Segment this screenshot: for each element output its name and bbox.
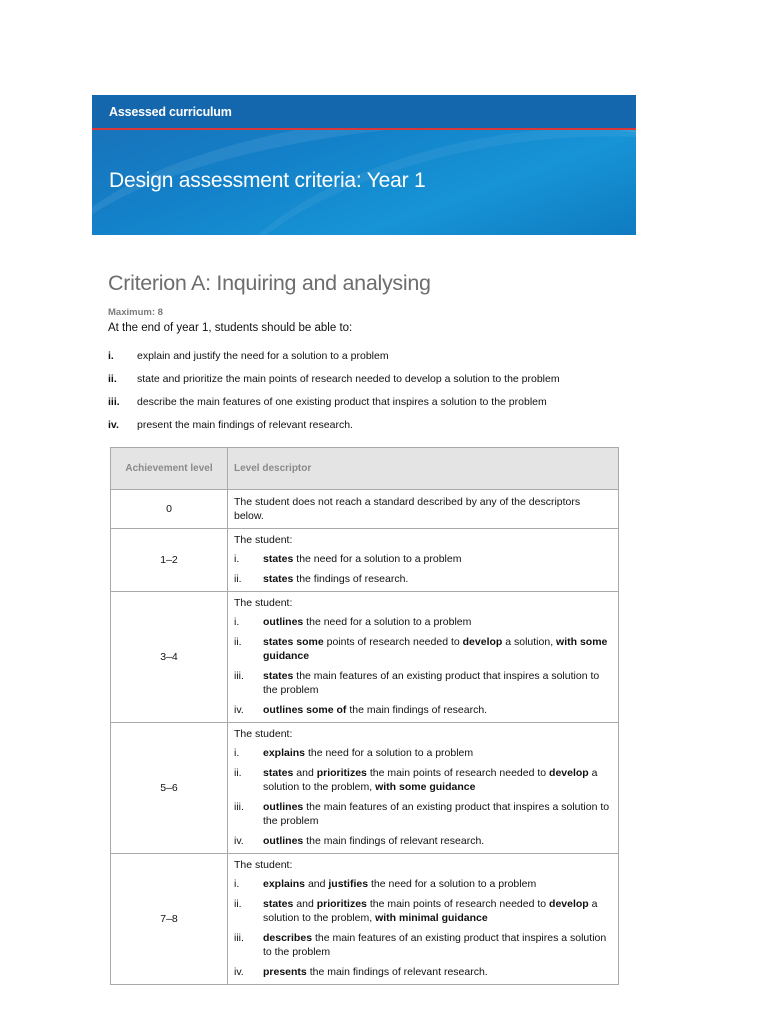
descriptor-text: the main findings of research. bbox=[346, 704, 488, 716]
descriptor-number: iv. bbox=[234, 835, 244, 847]
criterion-title: Criterion A: Inquiring and analysing bbox=[108, 271, 431, 295]
descriptor-keyword: outlines bbox=[263, 801, 304, 813]
descriptor-item bbox=[234, 931, 610, 959]
descriptor-number: i. bbox=[234, 747, 240, 759]
descriptor-number: iv. bbox=[234, 966, 244, 978]
table-row bbox=[111, 490, 619, 529]
descriptor-text: the findings of research. bbox=[293, 573, 409, 585]
page-title: Design assessment criteria: Year 1 bbox=[109, 169, 426, 192]
header-level-descriptor: Level descriptor bbox=[228, 448, 619, 490]
descriptor-text: the main features of an existing product that inspires a solution to the problem bbox=[263, 670, 600, 696]
table-row bbox=[111, 529, 619, 592]
header-banner bbox=[92, 95, 636, 235]
section-label: Assessed curriculum bbox=[109, 105, 232, 119]
table-row bbox=[111, 854, 619, 985]
achievement-level-cell: 5–6 bbox=[111, 723, 228, 854]
descriptor-item bbox=[234, 746, 610, 760]
table-row bbox=[111, 592, 619, 723]
descriptor-text: and bbox=[293, 767, 317, 779]
achievement-level-cell: 3–4 bbox=[111, 592, 228, 723]
descriptor-keyword: with some guidance bbox=[375, 781, 476, 793]
descriptor-number: ii. bbox=[234, 767, 242, 779]
objective-text: describe the main features of one existing product that inspires a solution to the problem bbox=[137, 396, 547, 408]
objective-item bbox=[108, 395, 628, 418]
objective-number: i. bbox=[108, 350, 114, 362]
descriptor-keyword: justifies bbox=[328, 878, 369, 890]
banner-red-divider bbox=[92, 128, 636, 130]
descriptor-text: the main findings of relevant research. bbox=[303, 835, 485, 847]
descriptor-item bbox=[234, 703, 610, 717]
objective-text: present the main findings of relevant research. bbox=[137, 419, 353, 431]
descriptor-number: iii. bbox=[234, 670, 244, 682]
descriptor-text: the need for a solution to a problem bbox=[293, 553, 462, 565]
student-label: The student: bbox=[234, 859, 293, 871]
descriptor-text: the need for a solution to a problem bbox=[305, 747, 474, 759]
table-row bbox=[111, 723, 619, 854]
descriptor-keyword: states bbox=[263, 573, 294, 585]
descriptor-text: the need for a solution to a problem bbox=[368, 878, 537, 890]
descriptor-keyword: with minimal guidance bbox=[375, 912, 488, 924]
descriptor-item bbox=[234, 877, 610, 891]
level-descriptor-cell bbox=[228, 723, 619, 854]
student-label: The student: bbox=[234, 534, 293, 546]
descriptor-keyword: prioritizes bbox=[316, 767, 367, 779]
descriptor-text: the need for a solution to a problem bbox=[303, 616, 472, 628]
objective-text: explain and justify the need for a solution to a problem bbox=[137, 350, 389, 362]
level-descriptor-cell bbox=[228, 529, 619, 592]
descriptor-text: and bbox=[293, 898, 317, 910]
descriptor-item bbox=[234, 615, 610, 629]
descriptor-keyword: explains bbox=[263, 747, 306, 759]
descriptor-item bbox=[234, 572, 610, 586]
descriptor-text: the main features of an existing product that inspires a solution to the problem bbox=[263, 801, 610, 827]
descriptor-item bbox=[234, 766, 610, 794]
rubric-body bbox=[111, 490, 619, 985]
descriptor-text: the main features of an existing product that inspires a solution to the problem bbox=[263, 932, 607, 958]
descriptor-keyword: states bbox=[263, 670, 294, 682]
descriptor-item bbox=[234, 800, 610, 828]
objective-number: ii. bbox=[108, 373, 117, 385]
descriptor-item bbox=[234, 669, 610, 697]
descriptor-text: the main points of research needed to bbox=[366, 767, 550, 779]
header-achievement-level: Achievement level bbox=[111, 448, 228, 490]
objective-item bbox=[108, 349, 628, 372]
descriptor-item bbox=[234, 834, 610, 848]
objective-item bbox=[108, 372, 628, 395]
descriptor-keyword: describes bbox=[263, 932, 313, 944]
descriptor-text: and bbox=[305, 878, 329, 890]
descriptor-text: points of research needed to bbox=[323, 636, 463, 648]
achievement-level-cell: 1–2 bbox=[111, 529, 228, 592]
descriptor-number: i. bbox=[234, 616, 240, 628]
rubric-table bbox=[110, 447, 619, 985]
descriptor-text: the main findings of relevant research. bbox=[306, 966, 488, 978]
descriptor-keyword: develop bbox=[462, 636, 503, 648]
descriptor-number: i. bbox=[234, 878, 240, 890]
descriptor-keyword: outlines bbox=[263, 835, 304, 847]
objective-item bbox=[108, 418, 628, 441]
descriptor-keyword: states bbox=[263, 553, 294, 565]
student-label: The student: bbox=[234, 597, 293, 609]
objective-number: iii. bbox=[108, 396, 120, 408]
descriptor-item bbox=[234, 552, 610, 566]
descriptor-keyword: outlines some of bbox=[263, 704, 347, 716]
descriptor-keyword: develop bbox=[549, 898, 589, 910]
descriptor-keyword: with some guidance bbox=[263, 636, 608, 662]
descriptor-number: iii. bbox=[234, 932, 244, 944]
objectives-list bbox=[108, 349, 628, 441]
achievement-level-cell: 7–8 bbox=[111, 854, 228, 985]
descriptor-text: a solution, bbox=[502, 636, 557, 648]
descriptor-keyword: develop bbox=[549, 767, 589, 779]
descriptor-keyword: explains bbox=[263, 878, 306, 890]
table-header-row bbox=[111, 448, 619, 490]
objective-text: state and prioritize the main points of research needed to develop a solution to the problem bbox=[137, 373, 560, 385]
descriptor-number: iv. bbox=[234, 704, 244, 716]
achievement-level-cell: 0 bbox=[111, 490, 228, 529]
descriptor-keyword: outlines bbox=[263, 616, 304, 628]
descriptor-item bbox=[234, 897, 610, 925]
objective-number: iv. bbox=[108, 419, 119, 431]
descriptor-keyword: states some bbox=[263, 636, 324, 648]
descriptor-item bbox=[234, 965, 610, 979]
descriptor-number: ii. bbox=[234, 573, 242, 585]
descriptor-text: a solution to the problem, bbox=[263, 898, 598, 924]
level-descriptor-cell: The student does not reach a standard described by any of the descriptors below. bbox=[228, 490, 619, 529]
descriptor-number: ii. bbox=[234, 636, 242, 648]
level-descriptor-cell bbox=[228, 854, 619, 985]
descriptor-number: iii. bbox=[234, 801, 244, 813]
descriptor-keyword: prioritizes bbox=[316, 898, 367, 910]
level-descriptor-cell bbox=[228, 592, 619, 723]
descriptor-text: a solution to the problem, bbox=[263, 767, 598, 793]
maximum-score: Maximum: 8 bbox=[108, 307, 163, 318]
descriptor-number: i. bbox=[234, 553, 240, 565]
descriptor-keyword: states bbox=[263, 898, 294, 910]
intro-text: At the end of year 1, students should be able to: bbox=[108, 322, 353, 334]
student-label: The student: bbox=[234, 728, 293, 740]
descriptor-keyword: states bbox=[263, 767, 294, 779]
descriptor-text: the main points of research needed to bbox=[366, 898, 550, 910]
descriptor-item bbox=[234, 635, 610, 663]
descriptor-number: ii. bbox=[234, 898, 242, 910]
descriptor-keyword: presents bbox=[263, 966, 307, 978]
